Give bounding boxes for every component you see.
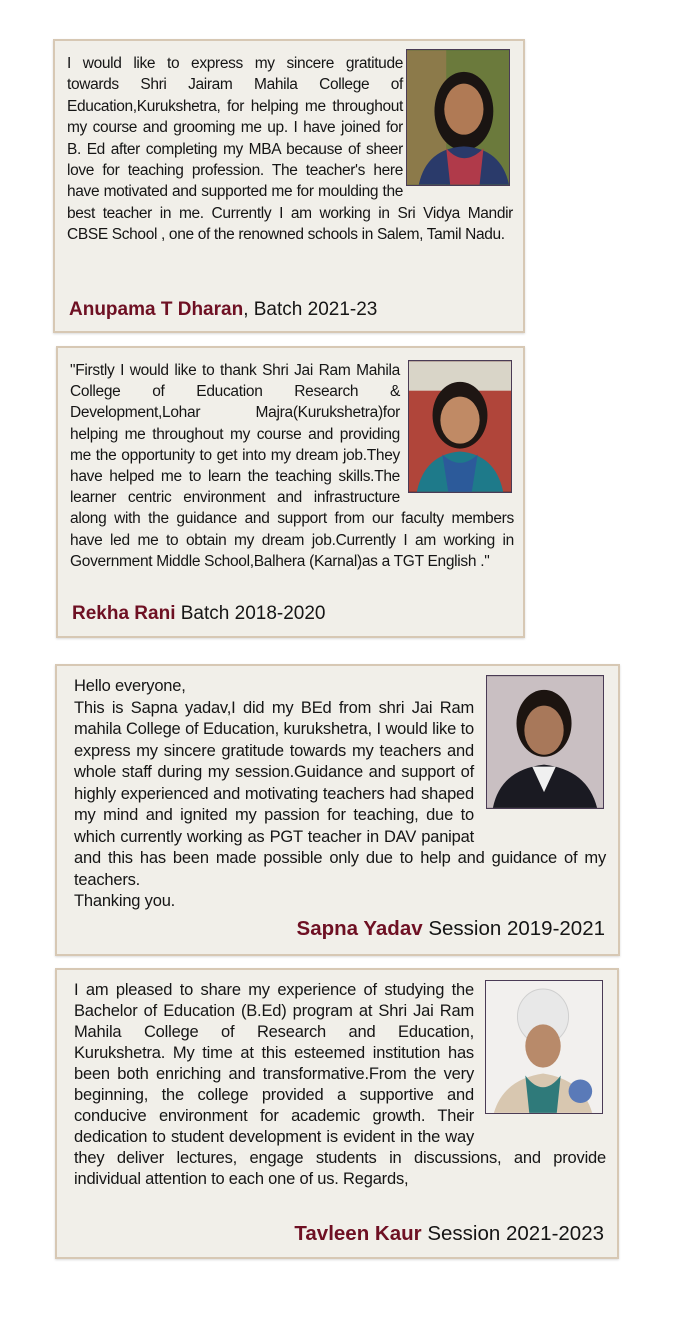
- student-photo: [485, 980, 603, 1114]
- student-photo: [406, 49, 510, 186]
- author-session: Session 2021-2023: [421, 1222, 604, 1245]
- author-byline: [294, 1222, 604, 1246]
- portrait-photo-icon: [487, 676, 603, 808]
- testimonial-card: [55, 664, 620, 956]
- author-name: Tavleen Kaur: [294, 1222, 422, 1245]
- author-session: Session 2019-2021: [422, 917, 605, 940]
- author-name: Sapna Yadav: [296, 917, 423, 940]
- testimonial-body: I am pleased to share my experience of studying the Bachelor of Education (B.Ed) program at Shri Jai Ram Mahila College of Research and Education, Kurukshetra. My time at this esteemed institution has been both enriching and transformative.From the very beginning, the college provided a supportive and conducive environment for academic growth. Their dedication to student development is evident in the way they deliver lectures, engage students in discussions, and provide individual attention to each one of us. Regards,: [74, 981, 606, 1188]
- author-session: Batch 2018-2020: [175, 603, 326, 624]
- author-name: Anupama T Dharan: [69, 299, 244, 320]
- testimonial-card: [53, 39, 525, 333]
- author-byline: [297, 917, 605, 941]
- author-byline: [69, 299, 377, 321]
- portrait-photo-icon: [486, 981, 602, 1113]
- author-name: Rekha Rani: [72, 603, 176, 624]
- student-photo: [486, 675, 604, 809]
- author-session: , Batch 2021-23: [243, 299, 378, 320]
- author-byline: [72, 603, 326, 625]
- testimonial-card: [55, 968, 619, 1259]
- portrait-photo-icon: [409, 361, 511, 492]
- testimonial-body: Hello everyone, This is Sapna yadav,I did my BEd from shri Jai Ram mahila College of Education, kurukshetra, I would like to express my sincere gratitude towards my teachers and whole staff during my session.Guidance and support of highly experienced and motivating teachers had shaped my mind and ignited my passion for teaching, due to which currently working as PGT teacher in DAV panipat and this has been made possible only due to help and guidance of my teachers. Thanking you.: [74, 677, 606, 910]
- testimonial-body: "Firstly I would like to thank Shri Jai Ram Mahila College of Education Research & Development,Lohar Majra(Kurukshetra)for helping me throughout my course and providing me the opportunity to get into my dream job.They have helped me to learn the teaching skills.The learner centric environment and infrastructure along with the guidance and support from our faculty members have led me to obtain my dream job.Currently I am working in Government Middle School,Balhera (Karnal)as a TGT English .": [70, 362, 514, 570]
- student-photo: [408, 360, 512, 493]
- testimonial-body: I would like to express my sincere gratitude towards Shri Jairam Mahila College of Education,Kurukshetra, for helping me throughout my course and grooming me up. I have joined for B. Ed after completing my MBA because of sheer love for teaching profession. The teacher's here have motivated and supported me for moulding the best teacher in me. Currently I am working in Sri Vidya Mandir CBSE School , one of the renowned schools in Salem, Tamil Nadu.: [67, 55, 513, 244]
- portrait-photo-icon: [407, 50, 509, 185]
- testimonial-card: [56, 346, 525, 638]
